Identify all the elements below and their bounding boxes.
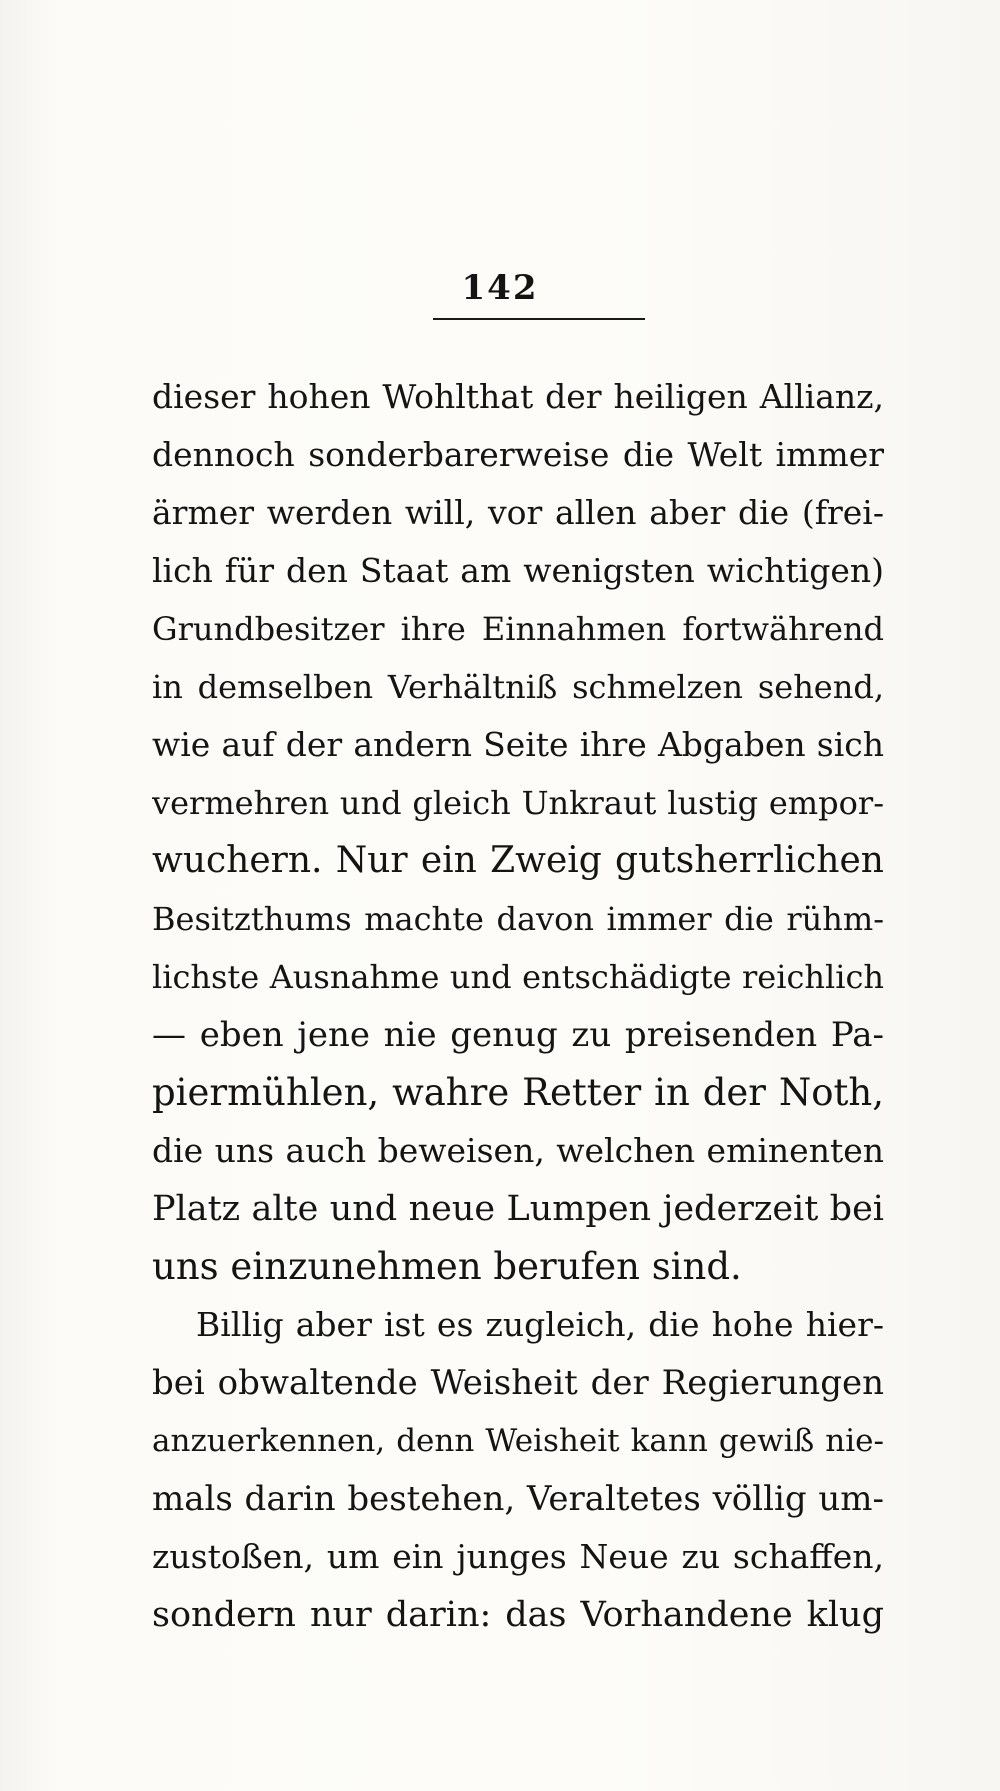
text-line: sondern nur darin: das Vorhandene klug — [152, 1595, 884, 1635]
text-line: bei obwaltende Weisheit der Regierungen — [152, 1363, 884, 1403]
text-line: wie auf der andern Seite ihre Abgaben sich — [152, 725, 884, 764]
text-line: Grundbesitzer ihre Einnahmen fortwährend — [152, 610, 884, 648]
text-line: dieser hohen Wohlthat der heiligen Allianz, — [152, 377, 884, 416]
text-line: anzuerkennen, denn Weisheit kann gewiß nie- — [152, 1423, 884, 1459]
text-line: piermühlen, wahre Retter in der Noth, — [152, 1071, 884, 1114]
page-number: 142 — [461, 268, 539, 308]
text-line: vermehren und gleich Unkraut lustig empor- — [152, 784, 884, 822]
header-rule — [433, 318, 645, 320]
text-line: Platz alte und neue Lumpen jederzeit bei — [152, 1189, 884, 1229]
text-line: — eben jene nie genug zu preisenden Pa- — [152, 1015, 884, 1055]
paragraph-start-line: Billig aber ist es zugleich, die hohe hier- — [196, 1305, 884, 1344]
text-line: mals darin bestehen, Veraltetes völlig um- — [152, 1479, 884, 1519]
text-line: Besitzthums machte davon immer die rühm- — [152, 900, 884, 938]
text-line: zustoßen, um ein junges Neue zu schaffen, — [152, 1537, 884, 1576]
text-line: dennoch sonderbarerweise die Welt immer — [152, 435, 884, 474]
text-line: in demselben Verhältniß schmelzen sehend, — [152, 668, 884, 706]
paragraph-end-line: uns einzunehmen berufen sind. — [152, 1245, 742, 1288]
text-line: ärmer werden will, vor allen aber die (frei- — [152, 493, 884, 532]
text-line: lich für den Staat am wenigsten wichtigen) — [152, 551, 884, 590]
text-line: wuchern. Nur ein Zweig gutsherrlichen — [152, 840, 884, 881]
text-line: lichste Ausnahme und entschädigte reichlich — [152, 958, 884, 996]
body-text — [152, 368, 884, 1644]
text-line: die uns auch beweisen, welchen eminenten — [152, 1131, 884, 1170]
